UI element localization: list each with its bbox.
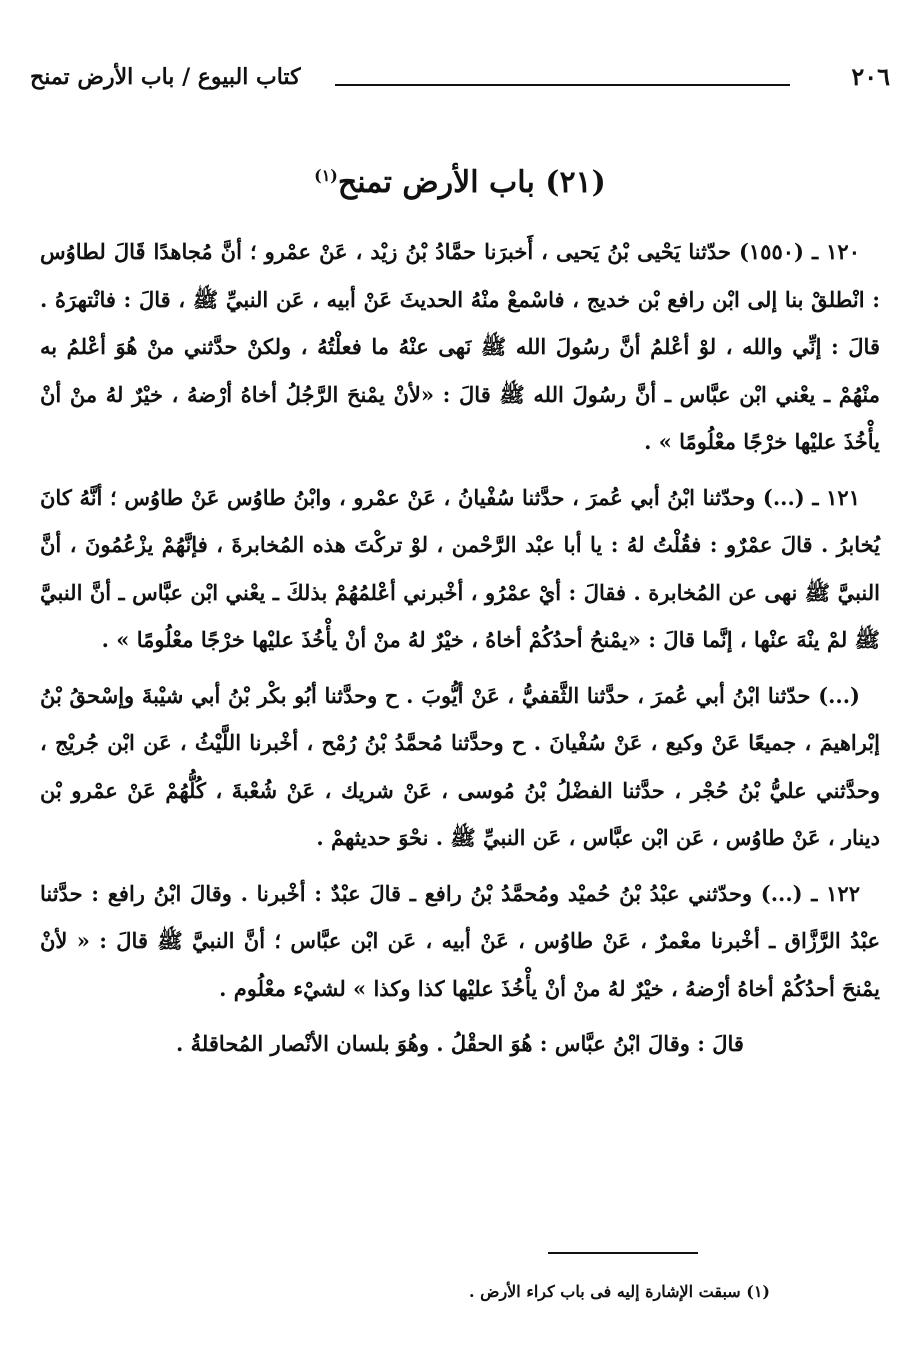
hadith-paragraph-121: ١٢١ ـ (...) وحدّثنا ابْنُ أبي عُمرَ ، حدَّثنا سُفْيانُ ، عَنْ عمْرو ، وابْنُ طاوُس عَنْ طاوُس ؛ أنَّهُ كانَ يُخابرُ . قالَ عمْرٌو : فقُلْتُ لهُ : يا أبا عبْد الرَّحْمن ، لوْ تركْتَ هذه المُخابرةَ ، فإنَّهُمْ يزْعُمُونَ ، أنَّ النبيَّ ﷺ نهى عن المُخابرة . فقالَ : أيْ عمْرُو ، أخْبرني أعْلمُهُمْ بذلكَ ـ يعْني ابْن عبَّاس ـ أنَّ النبيَّ ﷺ لمْ ينْهَ عنْها ، إنَّما قالَ : «يمْنحُ أحدُكُمْ أخاهُ ، خيْرٌ لهُ منْ أنْ يأْخُذَ عليْها خرْجًا معْلُومًا » . — [40, 484, 880, 652]
hadith-paragraph-chain: (...) حدّثنا ابْنُ أبي عُمرَ ، حدَّثنا الثَّقفيُّ ، عَنْ أيُّوبَ . ح وحدَّثنا أبُو بكْر بْنُ أبي شيْبةَ وإسْحقُ بْنُ إبْراهيمَ ، جميعًا عَنْ وكيع ، عَنْ سُفْيانَ . ح وحدَّثنا مُحمَّدُ بْنُ رُمْح ، أخْبرنا اللَّيْثُ ، عَن ابْن جُريْج ، وحدَّثني عليُّ بْنُ حُجْر ، حدَّثنا الفضْلُ بْنُ مُوسى ، عَنْ شريك ، عَنْ شُعْبةَ ، كُلُّهُمْ عَنْ عمْرو بْن دينار ، عَنْ طاوُس ، عَن ابْن عبَّاس ، عَن النبيِّ ﷺ . نحْوَ حديثهمْ . — [40, 682, 880, 850]
hadith-text — [40, 228, 880, 1076]
header-rule — [335, 84, 790, 86]
running-title: كتاب البيوع / باب الأرض تمنح — [30, 64, 301, 90]
page-number: ٢٠٦ — [851, 62, 890, 91]
hadith-paragraph-122: ١٢٢ ـ (...) وحدّثني عبْدُ بْنُ حُميْد ومُحمَّدُ بْنُ رافع ـ قالَ عبْدٌ : أخْبرنا . وقالَ ابْنُ رافع : حدَّثنا عبْدُ الرَّزَّاق ـ أخْبرنا معْمرٌ ، عَنْ طاوُس ، عَنْ أبيه ، عَن ابْن عبَّاس ؛ أنَّ النبيَّ ﷺ قالَ : « لأنْ يمْنحَ أحدُكُمْ أخاهُ أرْضهُ ، خيْرٌ لهُ منْ أنْ يأْخُذَ عليْها كذا وكذا » لشيْء معْلُوم . — [40, 880, 880, 1001]
hadith-paragraph-120: ١٢٠ ـ (١٥٥٠) حدّثنا يَحْيى بْنُ يَحيى ، أَخبرَنا حمَّادُ بْنُ زيْد ، عَنْ عمْرو ؛ أنَّ مُجاهدًا قَالَ لطاوُس : انْطلقْ بنا إلى ابْن رافع بْن خديج ، فاسْمعْ منْهُ الحديثَ عَنْ أبيه ، عَن النبيِّ ﷺ ، قالَ : فانْتهرَهُ . قالَ : إنِّي والله ، لوْ أعْلمُ أنَّ رسُولَ الله ﷺ نَهى عنْهُ ما فعلْتُهُ ، ولكنْ حدَّثني منْ هُوَ أعْلمُ به منْهُمْ ـ يعْني ابْن عبَّاس ـ أنَّ رسُولَ الله ﷺ قالَ : «لأنْ يمْنحَ الرَّجُلُ أخاهُ أرْضهُ ، خيْرٌ لهُ منْ أنْ يأْخُذَ عليْها خرْجًا معْلُومًا » . — [40, 239, 880, 454]
chapter-title: (٢١) باب الأرض تمنح — [337, 165, 606, 200]
footnote-marker: (١) — [314, 166, 338, 185]
footnote-rule — [548, 1252, 698, 1254]
chapter-heading — [0, 165, 920, 200]
hadith-closing-line: قالَ : وقالَ ابْنُ عبَّاس : هُوَ الحقْلُ . وهُوَ بلسان الأنْصار المُحاقلةُ . — [176, 1031, 744, 1056]
footnote: (١) سبقت الإشارة إليه فى باب كراء الأرض . — [468, 1282, 770, 1301]
running-header — [30, 62, 890, 102]
